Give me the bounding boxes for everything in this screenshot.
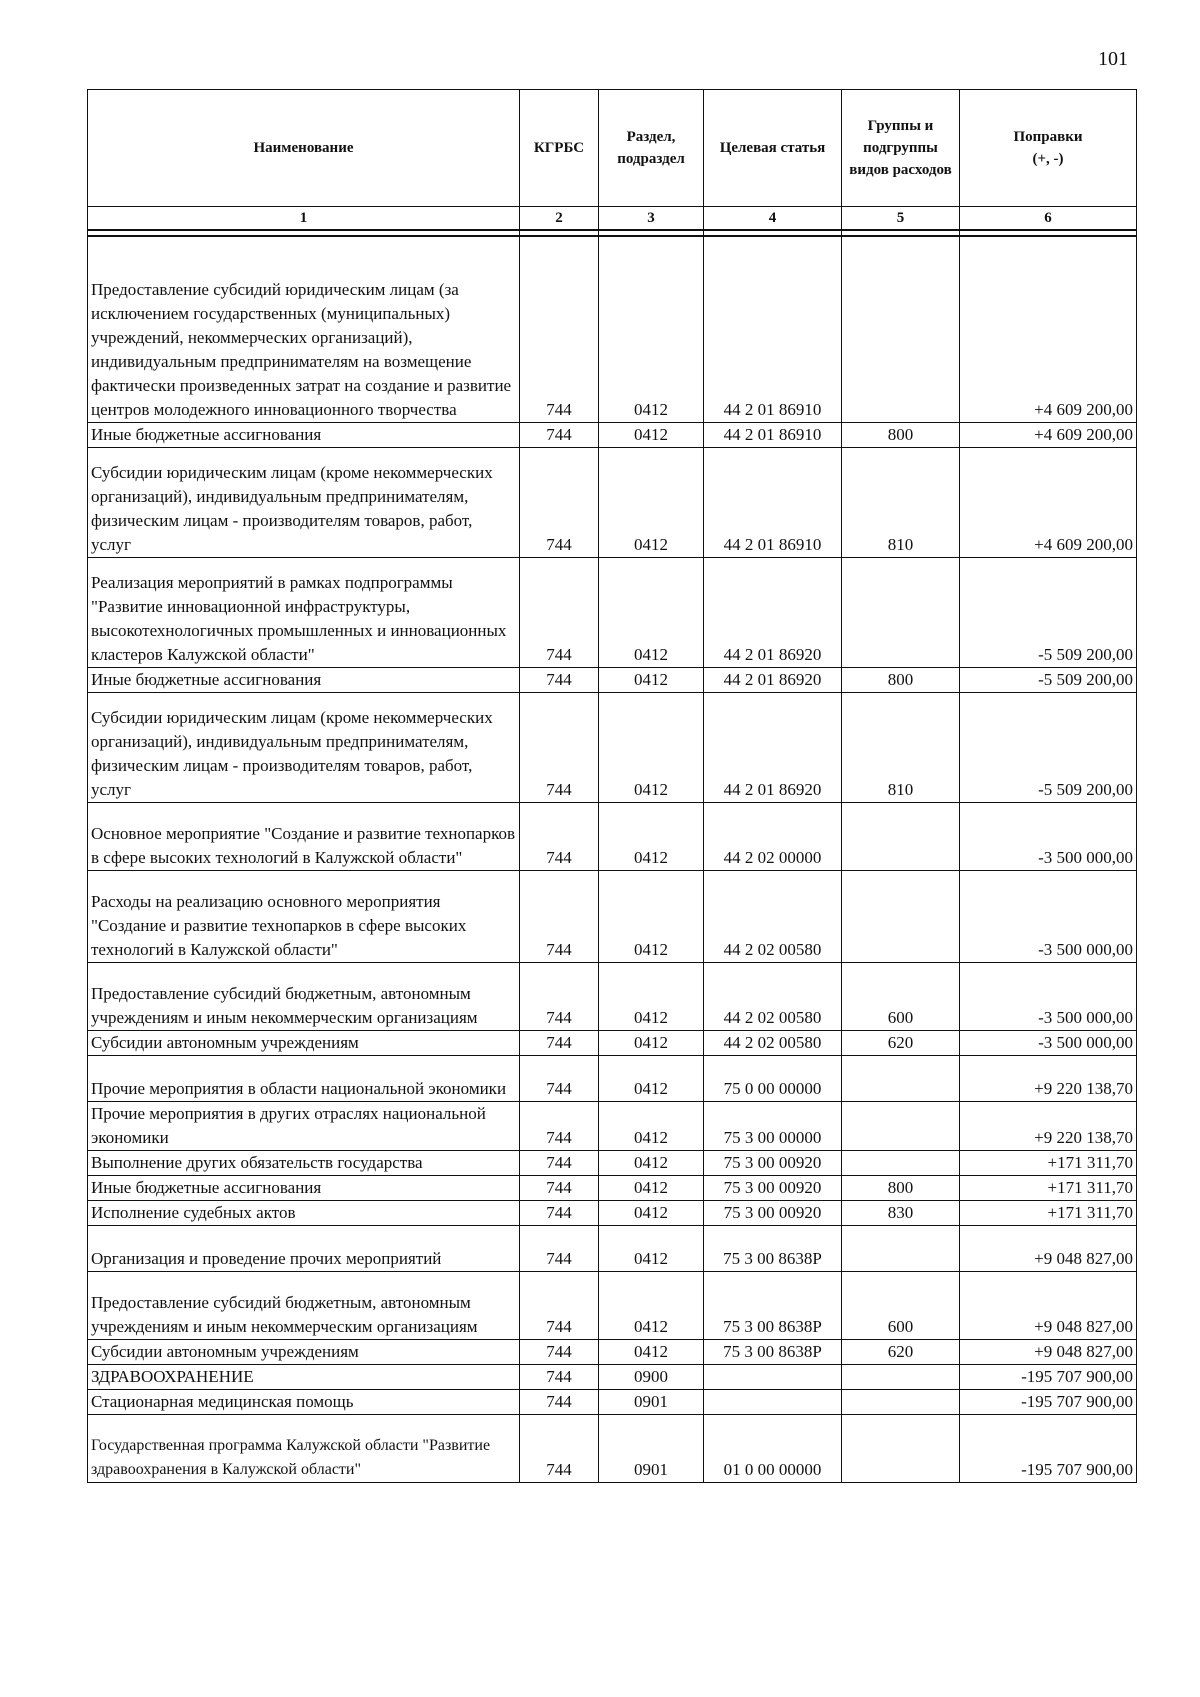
table-row [88, 802, 1137, 870]
column-number: 4 [704, 207, 842, 231]
row-target: 44 2 01 86920 [704, 557, 842, 667]
row-name: Субсидии автономным учреждениям [88, 1030, 520, 1055]
row-group: 810 [842, 447, 960, 557]
row-kgrbs: 744 [520, 1339, 599, 1364]
table-row [88, 1339, 1137, 1364]
row-section: 0412 [599, 1225, 704, 1271]
row-name: Выполнение других обязательств государства [88, 1150, 520, 1175]
row-amount: +4 609 200,00 [960, 236, 1137, 422]
row-target: 44 2 02 00580 [704, 870, 842, 962]
row-name: Субсидии юридическим лицам (кроме некоммерческих организаций), индивидуальным предпринимателям, физическим лицам - производителям товаров, работ, услуг [88, 447, 520, 557]
row-amount: -3 500 000,00 [960, 870, 1137, 962]
row-kgrbs: 744 [520, 447, 599, 557]
row-name: Стационарная медицинская помощь [88, 1389, 520, 1414]
row-kgrbs: 744 [520, 1225, 599, 1271]
header-amendments-title: Поправки [1013, 129, 1083, 145]
row-section: 0412 [599, 1175, 704, 1200]
row-amount: +4 609 200,00 [960, 447, 1137, 557]
row-name: Предоставление субсидий юридическим лицам (за исключением государственных (муниципальных) учреждений, некоммерческих организаций), индивидуальным предпринимателям на возмещение фактически произведенных затрат на создание и развитие центров молодежного инновационного творчества [88, 236, 520, 422]
row-target [704, 1389, 842, 1414]
row-amount: -5 509 200,00 [960, 692, 1137, 802]
table-row [88, 1414, 1137, 1482]
row-kgrbs: 744 [520, 1101, 599, 1150]
row-name: Иные бюджетные ассигнования [88, 422, 520, 447]
row-amount: +171 311,70 [960, 1200, 1137, 1225]
row-amount: -195 707 900,00 [960, 1389, 1137, 1414]
row-group [842, 1101, 960, 1150]
row-section: 0412 [599, 667, 704, 692]
row-group [842, 1225, 960, 1271]
row-amount: +9 048 827,00 [960, 1271, 1137, 1339]
row-group: 800 [842, 422, 960, 447]
row-amount: -195 707 900,00 [960, 1364, 1137, 1389]
row-name: Прочие мероприятия в других отраслях национальной экономики [88, 1101, 520, 1150]
row-group [842, 802, 960, 870]
row-group [842, 236, 960, 422]
row-amount: +9 220 138,70 [960, 1055, 1137, 1101]
table-body [88, 236, 1137, 1482]
column-number: 2 [520, 207, 599, 231]
header-target: Целевая статья [704, 90, 842, 207]
row-name: Субсидии юридическим лицам (кроме некоммерческих организаций), индивидуальным предпринимателям, физическим лицам - производителям товаров, работ, услуг [88, 692, 520, 802]
column-number-row [88, 207, 1137, 231]
row-target: 44 2 01 86920 [704, 692, 842, 802]
row-kgrbs: 744 [520, 422, 599, 447]
row-target: 75 3 00 00000 [704, 1101, 842, 1150]
row-target: 44 2 01 86910 [704, 236, 842, 422]
column-number: 6 [960, 207, 1137, 231]
table-row [88, 1150, 1137, 1175]
row-amount: -5 509 200,00 [960, 667, 1137, 692]
row-target: 44 2 01 86920 [704, 667, 842, 692]
header-kgrbs: КГРБС [520, 90, 599, 207]
row-kgrbs: 744 [520, 1055, 599, 1101]
row-name: Организация и проведение прочих мероприятий [88, 1225, 520, 1271]
row-section: 0412 [599, 447, 704, 557]
row-name: Прочие мероприятия в области национальной экономики [88, 1055, 520, 1101]
row-section: 0412 [599, 236, 704, 422]
row-section: 0412 [599, 557, 704, 667]
row-group [842, 1364, 960, 1389]
row-group: 810 [842, 692, 960, 802]
row-section: 0412 [599, 422, 704, 447]
row-name: Расходы на реализацию основного мероприятия "Создание и развитие технопарков в сфере высоких технологий в Калужской области" [88, 870, 520, 962]
table-row [88, 962, 1137, 1030]
page-number: 101 [1098, 48, 1128, 70]
row-name: Основное мероприятие "Создание и развитие технопарков в сфере высоких технологий в Калужской области" [88, 802, 520, 870]
row-group [842, 1150, 960, 1175]
table-row [88, 692, 1137, 802]
row-name: Государственная программа Калужской области "Развитие здравоохранения в Калужской области" [88, 1414, 520, 1482]
row-target: 75 3 00 8638P [704, 1339, 842, 1364]
row-kgrbs: 744 [520, 1364, 599, 1389]
table-row [88, 422, 1137, 447]
row-target: 01 0 00 00000 [704, 1414, 842, 1482]
row-kgrbs: 744 [520, 557, 599, 667]
row-kgrbs: 744 [520, 870, 599, 962]
table-row [88, 447, 1137, 557]
column-number: 1 [88, 207, 520, 231]
row-amount: -195 707 900,00 [960, 1414, 1137, 1482]
table-row [88, 1030, 1137, 1055]
header-row [88, 90, 1137, 207]
row-target: 75 3 00 8638P [704, 1271, 842, 1339]
row-amount: +4 609 200,00 [960, 422, 1137, 447]
table-row [88, 557, 1137, 667]
table-row [88, 1271, 1137, 1339]
row-kgrbs: 744 [520, 667, 599, 692]
row-target: 44 2 02 00580 [704, 962, 842, 1030]
row-target: 44 2 02 00000 [704, 802, 842, 870]
row-section: 0412 [599, 1271, 704, 1339]
row-group: 830 [842, 1200, 960, 1225]
header-amendments [960, 90, 1137, 207]
row-kgrbs: 744 [520, 1175, 599, 1200]
row-section: 0412 [599, 1200, 704, 1225]
row-name: Иные бюджетные ассигнования [88, 667, 520, 692]
header-name: Наименование [88, 90, 520, 207]
row-target: 44 2 02 00580 [704, 1030, 842, 1055]
row-section: 0412 [599, 962, 704, 1030]
row-kgrbs: 744 [520, 692, 599, 802]
table-row [88, 1055, 1137, 1101]
row-target [704, 1364, 842, 1389]
table-row [88, 1200, 1137, 1225]
row-target: 75 3 00 00920 [704, 1150, 842, 1175]
row-section: 0901 [599, 1414, 704, 1482]
row-kgrbs: 744 [520, 802, 599, 870]
row-amount: +9 220 138,70 [960, 1101, 1137, 1150]
row-amount: -3 500 000,00 [960, 1030, 1137, 1055]
header-groups: Группы и подгруппы видов расходов [842, 90, 960, 207]
row-group [842, 870, 960, 962]
row-target: 75 3 00 00920 [704, 1175, 842, 1200]
row-group [842, 557, 960, 667]
table-row [88, 1364, 1137, 1389]
table-row [88, 1389, 1137, 1414]
row-amount: +9 048 827,00 [960, 1339, 1137, 1364]
table-row [88, 667, 1137, 692]
row-section: 0412 [599, 692, 704, 802]
row-group: 600 [842, 962, 960, 1030]
row-amount: +171 311,70 [960, 1175, 1137, 1200]
row-kgrbs: 744 [520, 1271, 599, 1339]
header-amendments-sign: (+, -) [1032, 151, 1064, 167]
table-row [88, 236, 1137, 422]
row-name: Предоставление субсидий бюджетным, автономным учреждениям и иным некоммерческим организациям [88, 962, 520, 1030]
row-section: 0412 [599, 802, 704, 870]
row-target: 75 3 00 8638P [704, 1225, 842, 1271]
row-group [842, 1055, 960, 1101]
row-name: ЗДРАВООХРАНЕНИЕ [88, 1364, 520, 1389]
row-target: 75 0 00 00000 [704, 1055, 842, 1101]
row-group: 620 [842, 1030, 960, 1055]
column-number: 3 [599, 207, 704, 231]
row-kgrbs: 744 [520, 1414, 599, 1482]
row-kgrbs: 744 [520, 1389, 599, 1414]
row-amount: -3 500 000,00 [960, 962, 1137, 1030]
row-name: Исполнение судебных актов [88, 1200, 520, 1225]
table-row [88, 1101, 1137, 1150]
row-section: 0412 [599, 1030, 704, 1055]
row-name: Субсидии автономным учреждениям [88, 1339, 520, 1364]
row-kgrbs: 744 [520, 1200, 599, 1225]
row-section: 0412 [599, 1339, 704, 1364]
row-group [842, 1389, 960, 1414]
column-number: 5 [842, 207, 960, 231]
row-section: 0901 [599, 1389, 704, 1414]
row-group: 620 [842, 1339, 960, 1364]
row-kgrbs: 744 [520, 1030, 599, 1055]
row-group: 600 [842, 1271, 960, 1339]
row-group [842, 1414, 960, 1482]
row-name: Реализация мероприятий в рамках подпрограммы "Развитие инновационной инфраструктуры, высокотехнологичных промышленных и инновационных кластеров Калужской области" [88, 557, 520, 667]
table-row [88, 1225, 1137, 1271]
row-amount: +9 048 827,00 [960, 1225, 1137, 1271]
row-amount: +171 311,70 [960, 1150, 1137, 1175]
row-name: Иные бюджетные ассигнования [88, 1175, 520, 1200]
row-kgrbs: 744 [520, 1150, 599, 1175]
row-section: 0412 [599, 1055, 704, 1101]
row-amount: -5 509 200,00 [960, 557, 1137, 667]
row-amount: -3 500 000,00 [960, 802, 1137, 870]
row-section: 0900 [599, 1364, 704, 1389]
row-target: 44 2 01 86910 [704, 422, 842, 447]
table-row [88, 870, 1137, 962]
row-name: Предоставление субсидий бюджетным, автономным учреждениям и иным некоммерческим организациям [88, 1271, 520, 1339]
row-section: 0412 [599, 870, 704, 962]
header-section: Раздел, подраздел [599, 90, 704, 207]
budget-table [87, 89, 1137, 1483]
row-group: 800 [842, 1175, 960, 1200]
row-kgrbs: 744 [520, 236, 599, 422]
row-section: 0412 [599, 1150, 704, 1175]
row-target: 44 2 01 86910 [704, 447, 842, 557]
row-group: 800 [842, 667, 960, 692]
row-section: 0412 [599, 1101, 704, 1150]
row-target: 75 3 00 00920 [704, 1200, 842, 1225]
row-kgrbs: 744 [520, 962, 599, 1030]
table-row [88, 1175, 1137, 1200]
